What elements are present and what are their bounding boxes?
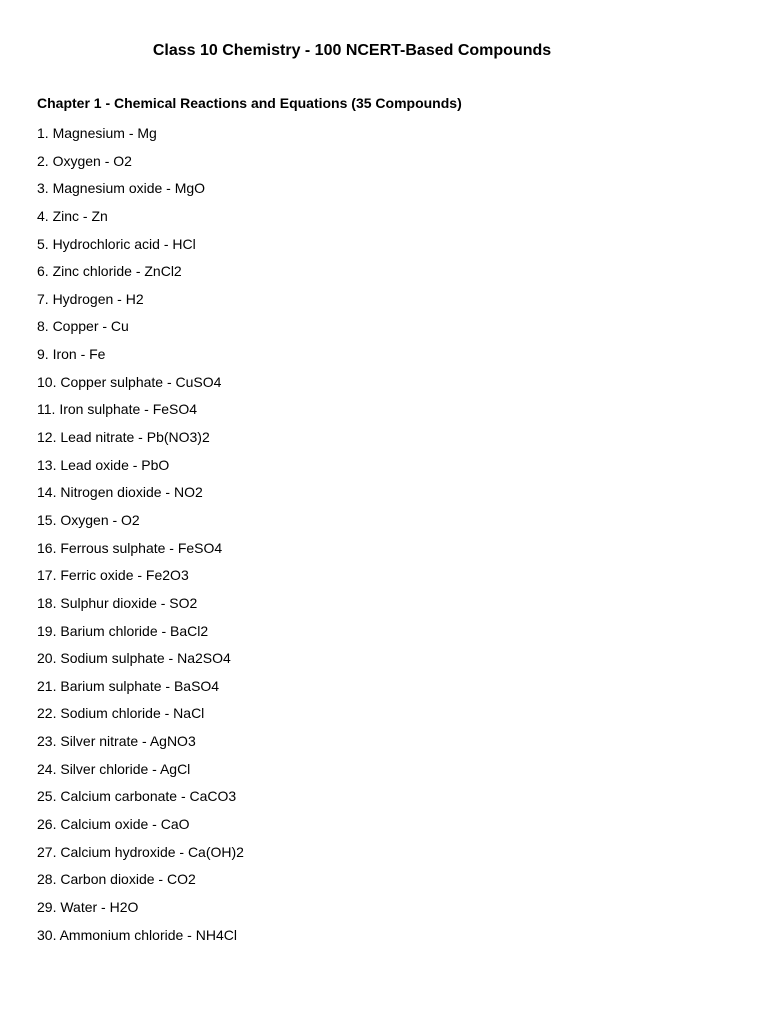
compound-item: 5. Hydrochloric acid - HCl — [37, 235, 196, 252]
compound-item: 23. Silver nitrate - AgNO3 — [37, 733, 196, 750]
compound-item: 19. Barium chloride - BaCl2 — [37, 622, 209, 639]
compound-item: 4. Zinc - Zn — [37, 207, 108, 224]
compound-item: 29. Water - H2O — [37, 898, 139, 915]
compound-item: 27. Calcium hydroxide - Ca(OH)2 — [37, 843, 244, 860]
document-title: Class 10 Chemistry - 100 NCERT-Based Compounds — [152, 42, 552, 59]
compound-item: 25. Calcium carbonate - CaCO3 — [37, 788, 237, 805]
compound-item: 22. Sodium chloride - NaCl — [37, 705, 205, 722]
compound-item: 17. Ferric oxide - Fe2O3 — [37, 567, 189, 584]
compound-item: 9. Iron - Fe — [37, 346, 106, 363]
chapter-heading: Chapter 1 - Chemical Reactions and Equations (35 Compounds) — [37, 95, 462, 111]
compound-item: 12. Lead nitrate - Pb(NO3)2 — [37, 429, 210, 446]
compound-item: 13. Lead oxide - PbO — [37, 456, 170, 473]
compound-list — [37, 124, 244, 953]
compound-item: 21. Barium sulphate - BaSO4 — [37, 677, 220, 694]
compound-item: 8. Copper - Cu — [37, 318, 129, 335]
compound-item: 2. Oxygen - O2 — [37, 152, 132, 169]
compound-item: 30. Ammonium chloride - NH4Cl — [37, 926, 237, 943]
compound-item: 1. Magnesium - Mg — [37, 125, 157, 141]
compound-item: 24. Silver chloride - AgCl — [37, 760, 191, 777]
compound-item: 7. Hydrogen - H2 — [37, 290, 144, 307]
compound-item: 11. Iron sulphate - FeSO4 — [37, 401, 198, 418]
compound-item: 16. Ferrous sulphate - FeSO4 — [37, 539, 223, 556]
compound-item: 18. Sulphur dioxide - SO2 — [37, 594, 198, 611]
compound-item: 14. Nitrogen dioxide - NO2 — [37, 484, 203, 501]
compound-item: 15. Oxygen - O2 — [37, 511, 140, 528]
compound-item: 3. Magnesium oxide - MgO — [37, 180, 206, 197]
compound-item: 6. Zinc chloride - ZnCl2 — [37, 263, 182, 280]
compound-item: 28. Carbon dioxide - CO2 — [37, 871, 196, 888]
compound-item: 20. Sodium sulphate - Na2SO4 — [37, 650, 231, 667]
compound-item: 26. Calcium oxide - CaO — [37, 816, 190, 833]
compound-item: 10. Copper sulphate - CuSO4 — [37, 373, 222, 390]
